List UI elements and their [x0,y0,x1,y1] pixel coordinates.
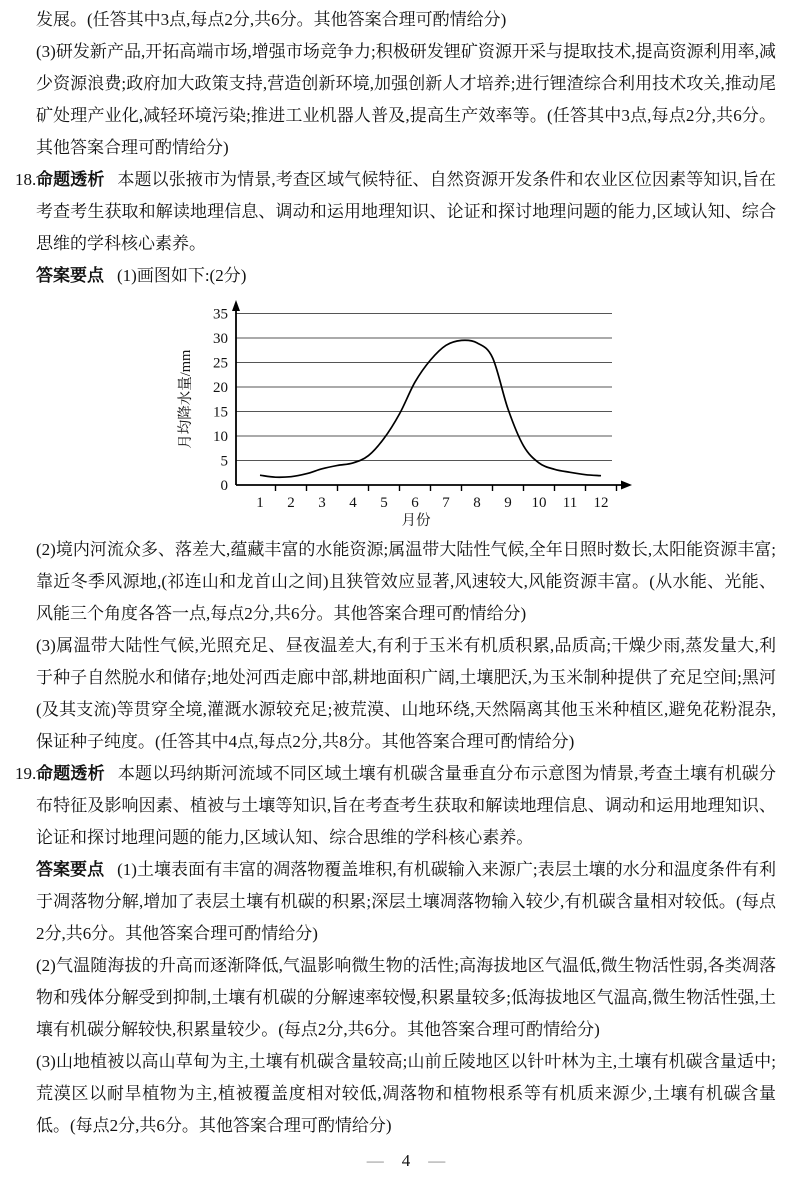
answer-paragraph-19-2: (2)气温随海拔的升高而逐渐降低,气温影响微生物的活性;高海拔地区气温低,微生物活性弱,各类凋落物和残体分解受到抑制,土壤有机碳的分解速率较慢,积累量较多;低海拔地区气温高,微生物活性强,土壤有机碳分解较快,积累量较少。(每点2分,共6分。其他答案合理可酌情给分) [36,956,776,1039]
page-number: 4 [401,1151,411,1170]
answer-paragraph-19-1 [36,854,776,950]
y-tick-label: 25 [213,355,228,372]
precipitation-chart-svg [172,295,642,529]
y-tick-label: 15 [213,404,228,421]
analysis-text: 本题以玛纳斯河流域不同区域土壤有机碳含量垂直分布示意图为情景,考查土壤有机碳分布特征及影响因素、植被与土壤等知识,旨在考查考生获取和解读地理信息、调动和运用地理知识、论证和探讨地理问题的能力,区域认知、综合思维的学科核心素养。 [36,764,777,847]
answer-intro-paragraph-18 [36,260,776,292]
y-axis-title: 月均降水量/mm [178,349,194,449]
x-tick-label: 3 [318,495,326,511]
paragraph-item17-answer3: (3)研发新产品,开拓高端市场,增强市场竞争力;积极研发锂矿资源开采与提取技术,提高资源利用率,减少资源浪费;政府加大政策支持,营造创新环境,加强创新人才培养;进行锂渣综合利用技术攻关,推动尾矿处理产业化,减轻环境污染;推进工业机器人普及,提高生产效率等。(任答其中3点,每点2分,共6分。其他答案合理可酌情给分) [36,42,776,157]
x-tick-label: 4 [349,495,357,511]
answer-intro-text: (1)画图如下:(2分) [117,266,247,285]
analysis-label: 命题透析 [36,764,105,783]
y-axis-arrow [232,300,240,311]
question-number-19: 19. [15,764,37,783]
answer-paragraph-19-3: (3)山地植被以高山草甸为主,土壤有机碳含量较高;山前丘陵地区以针叶林为主,土壤有机碳含量适中;荒漠区以耐旱植物为主,植被覆盖度相对较低,凋落物和植物根系等有机质来源少,土壤有机碳含量低。(每点2分,共6分。其他答案合理可酌情给分) [36,1052,776,1135]
x-tick-label: 1 [256,495,264,511]
y-tick-label: 10 [213,429,228,445]
y-tick-label: 5 [220,453,228,470]
y-tick-label: 0 [220,478,228,494]
y-tick-label: 35 [213,306,228,323]
x-tick-label: 9 [504,495,512,511]
y-tick-label: 20 [213,380,228,396]
question-block-19 [15,758,777,1142]
x-tick-label: 12 [593,495,609,511]
x-tick-label: 2 [287,495,295,511]
answer-text: (1)土壤表面有丰富的凋落物覆盖堆积,有机碳输入来源广;表层土壤的水分和温度条件有利于凋落物分解,增加了表层土壤有机碳的积累;深层土壤凋落物输入较少,有机碳含量相对较低。(每点2分,共6分。其他答案合理可酌情给分) [36,860,777,943]
footer-dash-left: — [366,1151,384,1170]
analysis-label: 命题透析 [36,170,105,189]
answer-paragraph-18-3: (3)属温带大陆性气候,光照充足、昼夜温差大,有利于玉米有机质积累,品质高;干燥少雨,蒸发量大,利于种子自然脱水和储存;地处河西走廊中部,耕地面积广阔,土壤肥沃,为玉米制种提供了充足空间;黑河(及其支流)等贯穿全境,灌溉水源较充足;被荒漠、山地环绕,天然隔离其他玉米种植区,避免花粉混杂,保证种子纯度。(任答其中4点,每点2分,共8分。其他答案合理可酌情给分) [36,636,776,751]
x-tick-label: 7 [442,495,450,511]
analysis-text: 本题以张掖市为情景,考查区域气候特征、自然资源开发条件和农业区位因素等知识,旨在考查考生获取和解读地理信息、调动和运用地理知识、论证和探讨地理问题的能力,区域认知、综合思维的学科核心素养。 [36,170,777,253]
y-tick-label: 30 [213,331,228,347]
x-tick-label: 10 [531,495,547,511]
page-footer [36,1148,776,1174]
x-tick-label: 5 [380,495,388,511]
answer-label: 答案要点 [36,860,105,879]
question-number-18: 18. [15,170,37,189]
answer-paragraph-18-2: (2)境内河流众多、落差大,蕴藏丰富的水能资源;属温带大陆性气候,全年日照时数长,太阳能资源丰富;靠近冬季风源地,(祁连山和龙首山之间)且狭管效应显著,风速较大,风能资源丰富。(从水能、光能、风能三个角度各答一点,每点2分,共6分。其他答案合理可酌情给分) [36,540,776,623]
precipitation-curve [260,340,601,477]
x-tick-label: 6 [411,495,419,511]
question-block-18 [15,164,777,758]
paragraph-item17-continuation: 发展。(任答其中3点,每点2分,共6分。其他答案合理可酌情给分) [36,10,507,29]
analysis-paragraph-19 [36,758,776,854]
analysis-paragraph-18 [36,164,776,260]
x-axis-arrow [621,481,632,490]
x-tick-label: 8 [473,495,481,511]
x-tick-label: 11 [562,495,578,511]
precipitation-chart [172,295,642,529]
answer-label: 答案要点 [36,266,104,285]
footer-dash-right: — [428,1151,446,1170]
x-axis-title: 月份 [401,513,431,529]
